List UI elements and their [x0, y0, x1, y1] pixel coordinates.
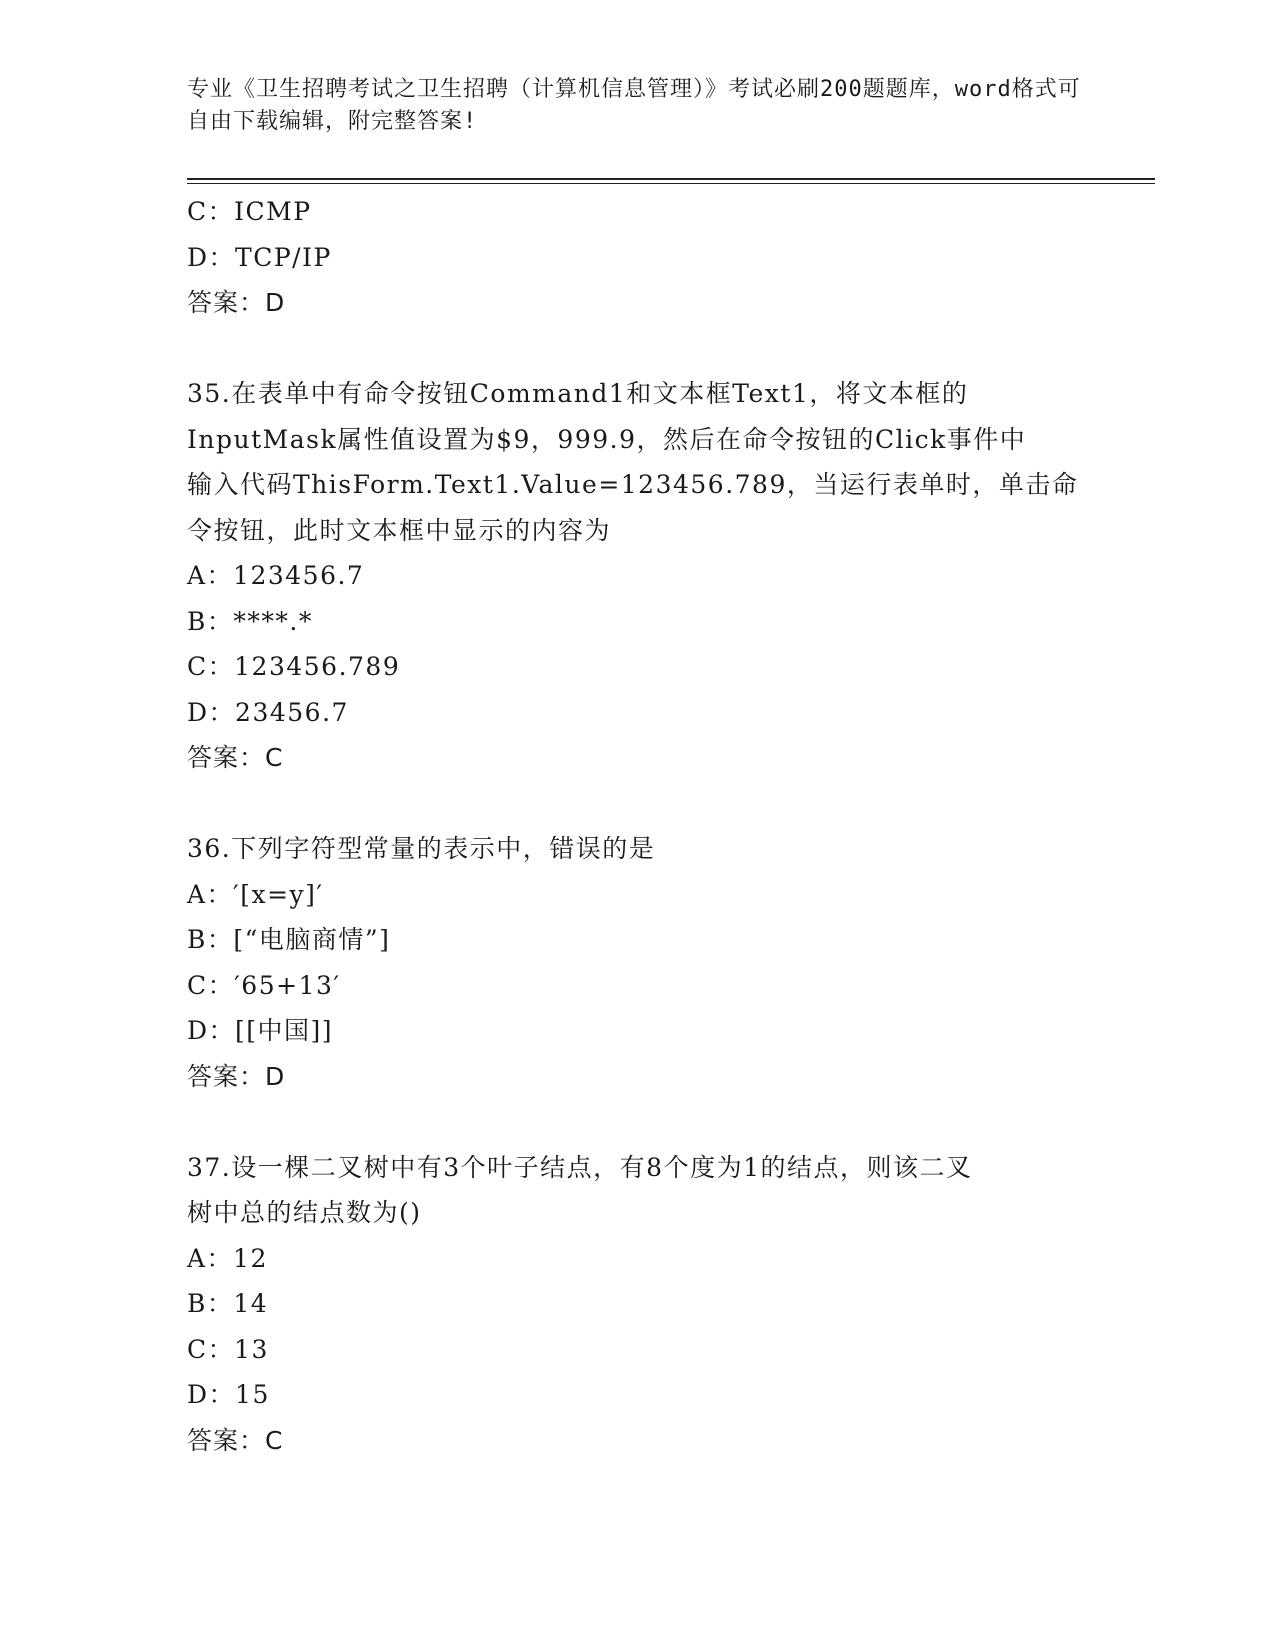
option-c: C：ICMP — [187, 197, 312, 226]
spacer — [187, 326, 1087, 372]
answer-line: 答案：D — [187, 1061, 286, 1091]
question-text-line: 树中总的结点数为() — [187, 1198, 422, 1227]
option-a: A：123456.7 — [187, 561, 365, 590]
question-text-line: 令按钮，此时文本框中显示的内容为 — [187, 515, 612, 545]
answer-line: 答案：D — [187, 288, 286, 317]
option-d: D：TCP/IP — [187, 242, 332, 272]
answer-line: 答案：C — [187, 1425, 284, 1455]
header-divider-thin — [187, 183, 1155, 184]
option-d: D：[[中国]] — [187, 1016, 334, 1045]
answer-line: 答案：C — [187, 743, 284, 772]
question-text-line: 37.设一棵二叉树中有3个叶子结点，有8个度为1的结点，则该二叉 — [187, 1152, 973, 1182]
option-b: B：[“电脑商情”] — [187, 925, 391, 954]
document-page — [187, 0, 1157, 1650]
question-text-line: 36.下列字符型常量的表示中，错误的是 — [187, 834, 656, 863]
question-36 — [187, 826, 1087, 1099]
question-text-line: InputMask属性值设置为$9，999.9，然后在命令按钮的Click事件中 — [187, 424, 1027, 454]
option-a: A：12 — [187, 1243, 268, 1273]
question-text-line: 35.在表单中有命令按钮Command1和文本框Text1，将文本框的 — [187, 379, 969, 408]
question-previous-tail — [187, 189, 1087, 326]
option-d: D：23456.7 — [187, 697, 349, 727]
page-header: 专业《卫生招聘考试之卫生招聘（计算机信息管理）》考试必刷200题题库，word格式可自由下载编辑，附完整答案! — [187, 77, 1081, 134]
option-c: C：123456.789 — [187, 652, 401, 681]
header-divider-thick — [187, 178, 1155, 180]
spacer — [187, 1099, 1087, 1145]
option-b: B：****.* — [187, 606, 313, 636]
option-c: C：13 — [187, 1334, 269, 1364]
question-35 — [187, 371, 1087, 781]
spacer — [187, 781, 1087, 827]
option-b: B：14 — [187, 1289, 269, 1318]
question-text-line: 输入代码ThisForm.Text1.Value=123456.789，当运行表单时，单击命 — [187, 470, 1079, 499]
question-37 — [187, 1145, 1087, 1464]
option-d: D：15 — [187, 1380, 270, 1409]
question-list — [187, 189, 1087, 1463]
option-c: C：′65+13′ — [187, 970, 341, 1000]
option-a: A：′[x=y]′ — [187, 879, 324, 909]
